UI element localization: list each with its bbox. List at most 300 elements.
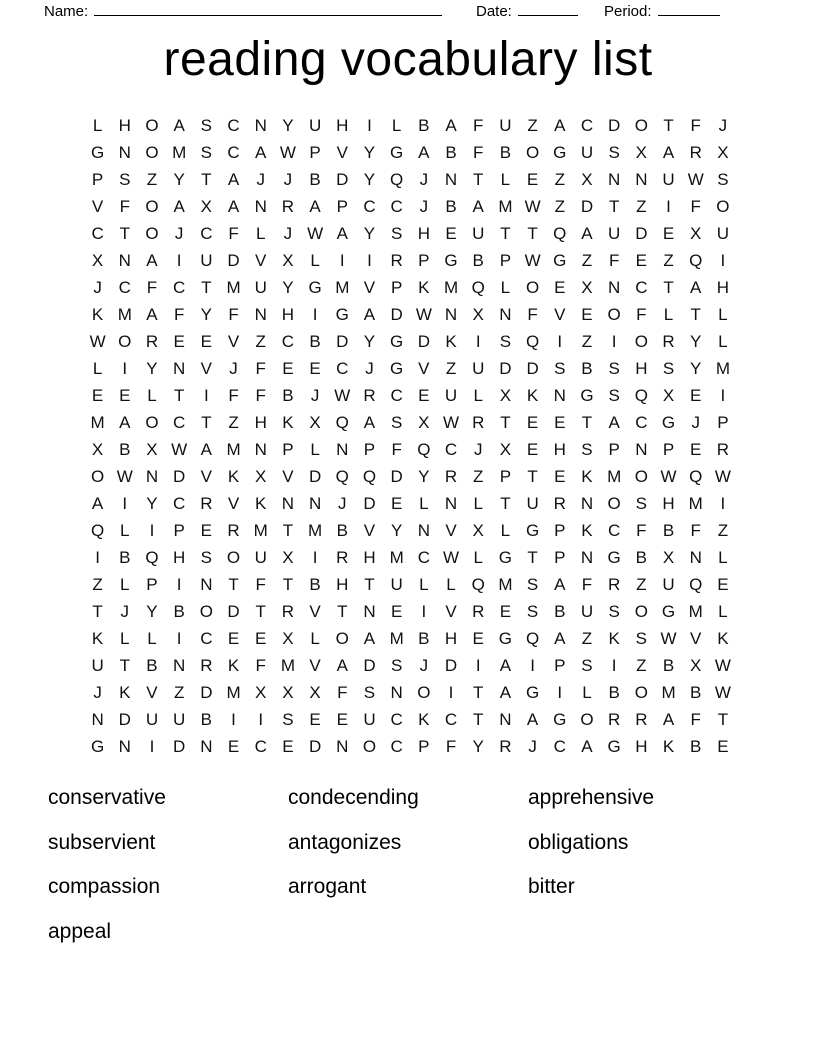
grid-letter: C xyxy=(200,224,213,243)
grid-letter: U xyxy=(390,575,403,594)
grid-letter: O xyxy=(362,737,377,756)
grid-letter: P xyxy=(418,737,430,756)
grid-letter: A xyxy=(173,197,185,216)
grid-letter: D xyxy=(200,683,213,702)
grid-letter: I xyxy=(557,683,563,702)
grid-letter: G xyxy=(444,251,458,270)
grid-letter: I xyxy=(557,332,563,351)
grid-letter: N xyxy=(444,170,458,189)
grid-letter: E xyxy=(554,413,566,432)
grid-letter: T xyxy=(364,575,375,594)
grid-letter: A xyxy=(119,413,131,432)
grid-letter: C xyxy=(227,116,240,135)
grid-letter: C xyxy=(173,494,186,513)
grid-letter: Q xyxy=(471,575,485,594)
grid-letter: N xyxy=(499,305,512,324)
word-list-item: subservient xyxy=(48,830,156,854)
period-label: Period: xyxy=(604,3,652,20)
grid-letter: F xyxy=(255,359,266,378)
grid-letter: F xyxy=(228,305,239,324)
grid-letter: Y xyxy=(363,143,376,162)
grid-letter: X xyxy=(499,440,512,459)
grid-letter: P xyxy=(309,143,321,162)
grid-letter: O xyxy=(525,143,540,162)
grid-letter: S xyxy=(526,575,539,594)
grid-letter: U xyxy=(200,251,213,270)
grid-letter: W xyxy=(714,656,731,675)
grid-letter: X xyxy=(418,413,430,432)
grid-letter: S xyxy=(526,602,539,621)
grid-letter: F xyxy=(337,683,348,702)
grid-letter: L xyxy=(391,116,402,135)
grid-letter: B xyxy=(418,116,430,135)
grid-letter: I xyxy=(448,683,454,702)
grid-letter: H xyxy=(336,575,349,594)
grid-letter: L xyxy=(120,629,130,648)
grid-letter: A xyxy=(445,116,457,135)
grid-letter: B xyxy=(499,143,512,162)
grid-letter: H xyxy=(553,440,566,459)
grid-letter: E xyxy=(309,359,321,378)
grid-letter: T xyxy=(201,413,212,432)
grid-letter: L xyxy=(120,521,130,540)
grid-letter: N xyxy=(444,305,458,324)
grid-letter: H xyxy=(336,116,349,135)
grid-letter: J xyxy=(174,224,184,243)
grid-letter: D xyxy=(608,116,621,135)
grid-letter: S xyxy=(608,359,620,378)
grid-letter: V xyxy=(146,683,158,702)
grid-letter: V xyxy=(554,305,566,324)
grid-letter: O xyxy=(607,305,621,324)
grid-letter: I xyxy=(720,386,726,405)
grid-letter: N xyxy=(608,170,621,189)
word-list-item: arrogant xyxy=(288,875,367,898)
grid-letter: U xyxy=(444,386,458,405)
grid-letter: T xyxy=(337,602,348,621)
word-list-item: conservative xyxy=(48,786,166,809)
grid-letter: R xyxy=(553,494,566,513)
grid-letter: D xyxy=(308,467,322,486)
grid-letter: N xyxy=(390,683,403,702)
grid-letter: N xyxy=(118,737,131,756)
grid-letter: Z xyxy=(255,332,266,351)
grid-letter: E xyxy=(554,278,566,297)
grid-letter: F xyxy=(228,386,239,405)
grid-letter: O xyxy=(607,494,621,513)
grid-letter: C xyxy=(118,278,131,297)
grid-letter: R xyxy=(716,440,730,459)
grid-letter: I xyxy=(149,521,155,540)
grid-letter: L xyxy=(310,251,320,270)
grid-letter: V xyxy=(227,494,240,513)
grid-letter: N xyxy=(281,494,295,513)
grid-letter: M xyxy=(308,521,323,540)
grid-letter: L xyxy=(500,521,511,540)
grid-letter: K xyxy=(418,710,430,729)
grid-letter: F xyxy=(228,224,239,243)
grid-letter: A xyxy=(336,224,348,243)
grid-letter: N xyxy=(336,440,349,459)
grid-letter: V xyxy=(445,602,457,621)
word-list-item: apprehensive xyxy=(528,786,655,809)
grid-letter: J xyxy=(473,440,483,459)
grid-letter: T xyxy=(473,710,484,729)
grid-letter: X xyxy=(282,629,294,648)
grid-letter: I xyxy=(176,575,182,594)
grid-letter: M xyxy=(661,683,676,702)
grid-letter: G xyxy=(390,143,404,162)
grid-letter: V xyxy=(363,521,376,540)
grid-letter: Q xyxy=(90,521,105,540)
grid-letter: O xyxy=(226,548,241,567)
grid-letter: M xyxy=(253,521,268,540)
grid-letter: O xyxy=(335,629,349,648)
grid-letter: T xyxy=(500,224,511,243)
grid-letter: M xyxy=(226,440,241,459)
grid-letter: L xyxy=(582,683,592,702)
grid-letter: M xyxy=(117,305,132,324)
grid-letter: M xyxy=(498,575,513,594)
grid-letter: W xyxy=(687,170,704,189)
grid-letter: R xyxy=(281,602,295,621)
grid-letter: W xyxy=(714,467,731,486)
grid-letter: O xyxy=(145,116,159,135)
grid-letter: N xyxy=(200,737,213,756)
grid-letter: X xyxy=(690,656,702,675)
grid-letter: Q xyxy=(553,224,567,243)
grid-letter: M xyxy=(688,602,703,621)
grid-letter: X xyxy=(635,143,648,162)
grid-letter: E xyxy=(581,305,593,324)
grid-letter: U xyxy=(254,548,267,567)
grid-letter: C xyxy=(635,413,648,432)
grid-letter: P xyxy=(363,440,376,459)
grid-letter: J xyxy=(528,737,537,756)
grid-letter: C xyxy=(553,737,566,756)
grid-letter: G xyxy=(607,548,621,567)
grid-letter: N xyxy=(254,197,267,216)
grid-letter: D xyxy=(118,710,131,729)
grid-letter: B xyxy=(282,386,294,405)
grid-letter: Y xyxy=(418,467,430,486)
grid-letter: N xyxy=(580,494,594,513)
grid-letter: P xyxy=(717,413,729,432)
grid-letter: B xyxy=(309,170,321,189)
grid-letter: Z xyxy=(717,521,729,540)
grid-letter: B xyxy=(608,683,620,702)
grid-letter: M xyxy=(688,494,703,513)
grid-letter: N xyxy=(689,548,702,567)
grid-letter: I xyxy=(530,656,535,675)
grid-letter: R xyxy=(227,521,240,540)
grid-letter: I xyxy=(231,710,236,729)
grid-letter: P xyxy=(91,170,104,189)
grid-letter: C xyxy=(200,629,213,648)
grid-letter: I xyxy=(203,386,209,405)
grid-letter: A xyxy=(472,197,484,216)
grid-letter: O xyxy=(634,683,648,702)
grid-letter: Q xyxy=(335,413,349,432)
grid-letter: X xyxy=(91,440,104,459)
grid-letter: F xyxy=(690,710,701,729)
grid-letter: F xyxy=(445,737,457,756)
grid-letter: E xyxy=(554,467,566,486)
grid-letter: R xyxy=(390,251,403,270)
grid-letter: E xyxy=(200,332,213,351)
grid-letter: I xyxy=(258,710,264,729)
grid-letter: M xyxy=(226,278,241,297)
grid-letter: V xyxy=(200,359,213,378)
grid-letter: A xyxy=(554,629,566,648)
grid-letter: S xyxy=(390,413,403,432)
period-blank-line xyxy=(658,2,720,16)
grid-letter: A xyxy=(662,143,675,162)
grid-letter: Q xyxy=(689,251,703,270)
grid-letter: L xyxy=(718,602,728,621)
grid-letter: T xyxy=(690,305,701,324)
grid-letter: C xyxy=(173,413,186,432)
grid-letter: U xyxy=(499,116,512,135)
grid-letter: T xyxy=(473,170,484,189)
grid-letter: D xyxy=(499,359,512,378)
grid-letter: S xyxy=(581,656,593,675)
grid-letter: A xyxy=(499,656,512,675)
grid-letter: Q xyxy=(689,575,703,594)
grid-letter: G xyxy=(308,278,322,297)
grid-letter: G xyxy=(90,143,105,162)
grid-letter: U xyxy=(363,710,376,729)
grid-letter: K xyxy=(581,521,593,540)
grid-letter: E xyxy=(526,413,539,432)
grid-letter: T xyxy=(173,386,185,405)
grid-letter: V xyxy=(282,467,294,486)
grid-letter: A xyxy=(526,710,539,729)
grid-letter: M xyxy=(715,359,730,378)
grid-letter: D xyxy=(336,332,349,351)
grid-letter: N xyxy=(173,656,186,675)
grid-letter: V xyxy=(363,278,376,297)
grid-letter: I xyxy=(720,494,726,513)
grid-letter: S xyxy=(662,359,675,378)
grid-letter: V xyxy=(309,602,321,621)
grid-letter: G xyxy=(553,710,567,729)
grid-letter: I xyxy=(95,548,100,567)
grid-letter: Z xyxy=(173,683,185,702)
grid-letter: F xyxy=(255,656,266,675)
grid-letter: Z xyxy=(554,170,565,189)
grid-letter: F xyxy=(173,305,185,324)
grid-letter: Z xyxy=(663,251,674,270)
grid-letter: K xyxy=(717,629,729,648)
grid-letter: G xyxy=(498,548,513,567)
grid-letter: W xyxy=(443,413,460,432)
grid-letter: E xyxy=(690,386,702,405)
grid-letter: Y xyxy=(200,305,213,324)
grid-letter: T xyxy=(228,575,239,594)
grid-letter: Q xyxy=(689,467,703,486)
grid-letter: J xyxy=(365,359,374,378)
grid-letter: E xyxy=(255,629,267,648)
grid-letter: A xyxy=(146,305,158,324)
grid-letter: M xyxy=(443,278,459,297)
grid-letter: L xyxy=(473,386,483,405)
grid-letter: B xyxy=(690,737,702,756)
grid-letter: Q xyxy=(417,440,431,459)
grid-letter: B xyxy=(336,521,348,540)
date-blank-line xyxy=(518,2,578,16)
grid-letter: D xyxy=(363,494,376,513)
grid-letter: Z xyxy=(636,197,647,216)
grid-letter: T xyxy=(201,170,212,189)
grid-letter: T xyxy=(282,521,294,540)
worksheet-header xyxy=(0,0,816,24)
grid-letter: K xyxy=(445,332,457,351)
grid-letter: C xyxy=(390,737,403,756)
grid-letter: F xyxy=(636,305,647,324)
grid-letter: X xyxy=(255,683,267,702)
grid-letter: B xyxy=(119,548,131,567)
grid-letter: R xyxy=(472,413,485,432)
wordsearch-grid xyxy=(84,112,737,760)
grid-letter: L xyxy=(446,575,456,594)
grid-letter: N xyxy=(417,521,430,540)
grid-letter: E xyxy=(418,386,430,405)
grid-letter: T xyxy=(119,224,130,243)
grid-letter: I xyxy=(475,656,481,675)
grid-letter: L xyxy=(500,278,511,297)
grid-letter: Y xyxy=(282,278,294,297)
grid-letter: E xyxy=(662,224,675,243)
grid-letter: J xyxy=(93,278,102,297)
grid-letter: M xyxy=(280,656,295,675)
grid-letter: D xyxy=(173,467,186,486)
grid-letter: Z xyxy=(146,170,158,189)
grid-letter: U xyxy=(308,116,322,135)
grid-letter: Z xyxy=(581,629,593,648)
grid-letter: J xyxy=(283,170,293,189)
grid-letter: C xyxy=(227,143,240,162)
grid-letter: C xyxy=(173,278,186,297)
grid-letter: S xyxy=(635,629,648,648)
grid-letter: R xyxy=(200,494,213,513)
grid-letter: X xyxy=(472,521,484,540)
grid-letter: J xyxy=(229,359,238,378)
grid-letter: W xyxy=(443,548,460,567)
grid-letter: Y xyxy=(363,332,376,351)
grid-letter: I xyxy=(720,251,726,270)
grid-letter: S xyxy=(363,683,376,702)
grid-letter: V xyxy=(309,656,321,675)
grid-letter: D xyxy=(417,332,430,351)
grid-letter: Z xyxy=(554,197,565,216)
grid-letter: K xyxy=(608,629,620,648)
grid-letter: F xyxy=(690,521,701,540)
grid-letter: R xyxy=(472,602,485,621)
grid-letter: E xyxy=(390,602,403,621)
grid-letter: T xyxy=(608,197,620,216)
grid-letter: A xyxy=(690,278,702,297)
grid-letter: P xyxy=(608,440,620,459)
grid-letter: N xyxy=(145,467,159,486)
grid-letter: Z xyxy=(92,575,103,594)
grid-letter: E xyxy=(282,737,294,756)
grid-letter: S xyxy=(499,332,512,351)
grid-letter: L xyxy=(663,305,674,324)
grid-letter: A xyxy=(418,143,430,162)
grid-letter: O xyxy=(145,143,159,162)
grid-letter: E xyxy=(635,251,648,270)
grid-letter: F xyxy=(255,386,266,405)
grid-letter: T xyxy=(527,548,538,567)
grid-letter: O xyxy=(145,224,159,243)
grid-letter: A xyxy=(363,413,376,432)
grid-letter: A xyxy=(173,116,185,135)
grid-letter: K xyxy=(282,413,294,432)
grid-letter: U xyxy=(472,359,485,378)
grid-letter: E xyxy=(472,629,484,648)
grid-letter: A xyxy=(581,224,593,243)
grid-letter: N xyxy=(336,737,349,756)
grid-letter: K xyxy=(119,683,131,702)
grid-letter: A xyxy=(662,710,675,729)
grid-letter: D xyxy=(363,656,376,675)
grid-letter: O xyxy=(580,710,594,729)
grid-letter: P xyxy=(662,440,675,459)
word-list-item: obligations xyxy=(528,830,629,854)
grid-letter: Z xyxy=(473,467,484,486)
grid-letter: L xyxy=(310,629,320,648)
grid-letter: L xyxy=(500,170,511,189)
grid-letter: G xyxy=(553,251,567,270)
grid-letter: T xyxy=(119,656,130,675)
grid-letter: O xyxy=(145,413,159,432)
grid-letter: E xyxy=(445,224,457,243)
grid-letter: X xyxy=(581,278,593,297)
grid-letter: X xyxy=(255,467,267,486)
grid-letter: D xyxy=(390,305,403,324)
grid-letter: A xyxy=(309,197,321,216)
grid-letter: W xyxy=(334,386,351,405)
grid-letter: F xyxy=(255,575,266,594)
grid-letter: B xyxy=(309,575,321,594)
grid-letter: S xyxy=(119,170,131,189)
grid-letter: K xyxy=(227,656,240,675)
grid-letter: G xyxy=(525,521,540,540)
grid-letter: A xyxy=(554,116,566,135)
grid-letter: K xyxy=(91,305,104,324)
grid-letter: G xyxy=(390,332,404,351)
grid-letter: X xyxy=(717,143,729,162)
grid-letter: V xyxy=(690,629,702,648)
grid-letter: E xyxy=(227,629,240,648)
grid-letter: J xyxy=(310,386,320,405)
grid-letter: Q xyxy=(335,467,349,486)
grid-letter: I xyxy=(122,494,128,513)
grid-letter: R xyxy=(608,710,621,729)
grid-letter: L xyxy=(255,224,266,243)
grid-letter: X xyxy=(146,440,158,459)
grid-letter: H xyxy=(118,116,131,135)
grid-letter: Y xyxy=(173,170,185,189)
grid-letter: F xyxy=(636,521,647,540)
grid-letter: E xyxy=(173,332,185,351)
grid-letter: N xyxy=(363,602,376,621)
grid-letter: X xyxy=(282,251,294,270)
grid-letter: E xyxy=(336,710,348,729)
grid-letter: D xyxy=(227,251,240,270)
grid-letter: Q xyxy=(362,467,377,486)
